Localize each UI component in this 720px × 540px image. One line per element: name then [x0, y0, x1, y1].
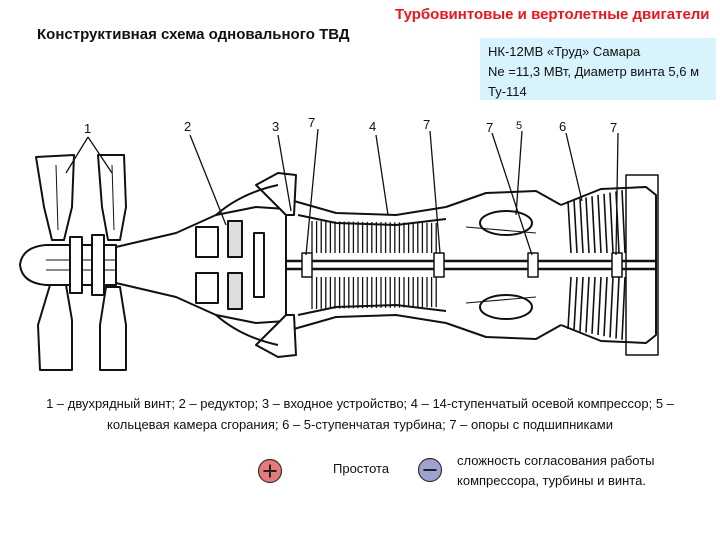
engine-schematic-diagram	[16, 115, 706, 385]
turbine-blade-upper	[610, 193, 613, 253]
label-inlet: 3	[272, 119, 280, 134]
turbine-blade-upper	[574, 200, 577, 253]
turbine-blade-lower	[622, 277, 625, 340]
section-title: Турбовинтовые и вертолетные двигатели	[395, 6, 710, 23]
turbine-blade-upper	[592, 196, 595, 253]
label-bearing-rear: 7	[486, 120, 494, 135]
plus-circle-icon	[257, 458, 283, 484]
combustion-chamber	[446, 191, 561, 339]
label-bearing-front: 7	[308, 115, 316, 130]
reduction-gearbox	[116, 207, 286, 323]
label-propeller: 1	[84, 121, 92, 136]
spec-line-aircraft: Ту-114	[488, 84, 527, 99]
legend-line-1: 1 – двухрядный винт; 2 – редуктор; 3 – входное устройство; 4 – 14-ступенчатый осевой компрессор; 5 –	[46, 396, 674, 411]
spec-line-power: Nе =11,3 МВт, Диаметр винта 5,6 м	[488, 64, 700, 79]
disadvantage-line-1: сложность согласования работы	[457, 453, 655, 468]
disadvantage-line-2: компрессора, турбины и винта.	[457, 473, 646, 488]
label-compressor: 4	[369, 119, 377, 134]
turbine-blade-lower	[580, 277, 583, 331]
turbine-blade-lower	[586, 277, 589, 333]
bearing-supports	[302, 253, 622, 277]
turbine-blade-upper	[580, 199, 583, 253]
legend-line-2: кольцевая камера сгорания; 6 – 5-ступенчатая турбина; 7 – опоры с подшипниками	[107, 417, 613, 432]
turbine-blade-lower	[568, 277, 571, 329]
label-bearing-mid: 7	[423, 117, 431, 132]
axial-compressor	[294, 201, 446, 329]
page-title: Конструктивная схема одновального ТВД	[37, 26, 350, 43]
label-bearing-turbine: 7	[610, 120, 618, 135]
disadvantage-text	[457, 451, 655, 491]
minus-circle-icon	[417, 457, 443, 483]
diagram-number-labels	[84, 115, 617, 136]
exhaust-frame	[626, 175, 658, 355]
turbine-blade-lower	[616, 277, 619, 339]
turbine-blade-upper	[598, 195, 601, 253]
label-combustor: 5	[516, 120, 523, 132]
turbine-blade-upper	[568, 201, 571, 253]
turbine-blade-upper	[622, 190, 625, 253]
turbine-blade-lower	[610, 277, 613, 337]
spec-line-engine: НК-12МВ «Труд» Самара	[488, 44, 641, 59]
label-turbine: 6	[559, 119, 567, 134]
turbine	[561, 187, 656, 343]
turbine-blade-lower	[598, 277, 601, 335]
label-gearbox: 2	[184, 119, 192, 134]
engine-spec-box	[480, 38, 716, 100]
turbine-blade-upper	[604, 194, 607, 253]
turbine-blade-lower	[592, 277, 595, 334]
diagram-legend	[20, 393, 700, 435]
advantage-text: Простота	[333, 461, 390, 476]
turbine-blade-lower	[604, 277, 607, 336]
turbine-blade-upper	[586, 197, 589, 253]
turbine-blade-lower	[574, 277, 577, 330]
